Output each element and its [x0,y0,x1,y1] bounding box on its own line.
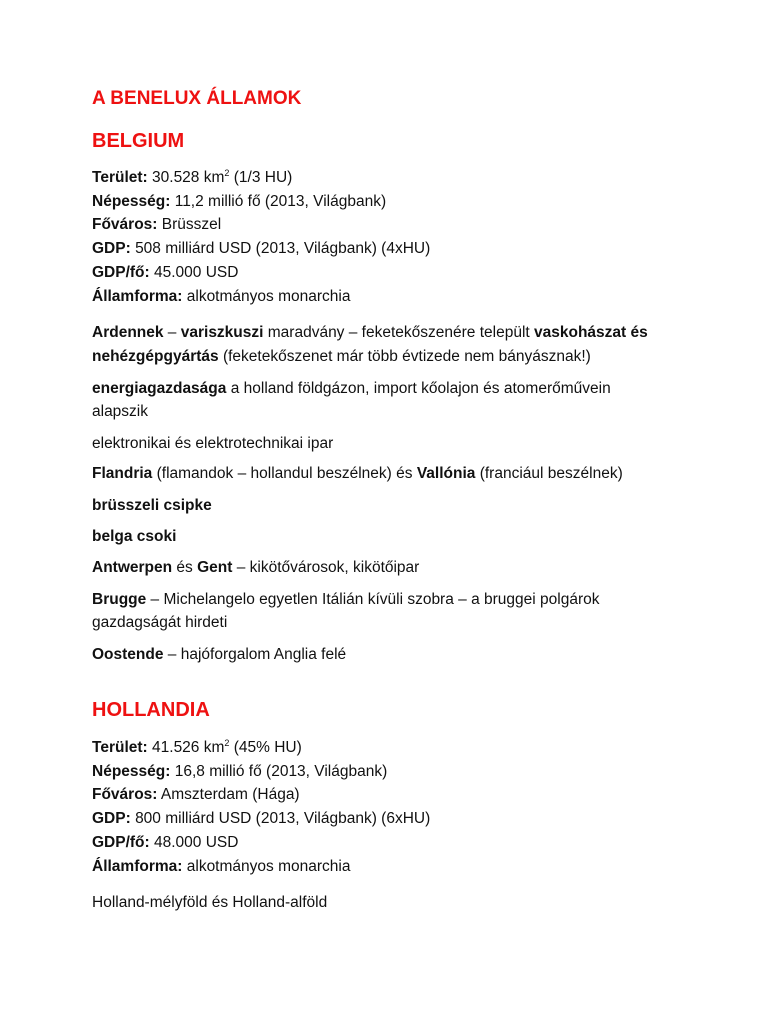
belgium-gdpfo [92,263,238,283]
value: alkotmányos monarchia [186,288,351,305]
text: (franciául beszélnek) [475,465,623,482]
label: Népesség: [92,193,171,210]
hollandia-nepesseg [92,762,387,782]
hollandia-allamforma [92,857,350,877]
value: 45.000 USD [154,264,239,281]
variszkuszi: variszkuszi [180,324,264,341]
text: (feketekőszenet már több évtizede nem bányásznak!) [218,348,591,365]
oostende-line [92,645,346,665]
label: Főváros: [92,786,158,803]
label: Államforma: [92,288,183,305]
vaskohaszat: vaskohászat és [534,324,648,341]
label: Terület: [92,169,148,186]
label: Államforma: [92,858,183,875]
value: 16,8 millió fő (2013, Világbank) [174,763,388,780]
label: Főváros: [92,216,158,233]
oostende: Oostende [92,646,164,663]
value: alkotmányos monarchia [186,858,351,875]
note: (45% HU) [233,739,302,756]
vallonia: Vallónia [416,465,476,482]
gent: Gent [197,559,233,576]
belgium-gdp [92,239,430,259]
hollandia-terulet [92,738,302,758]
energia-line-1 [92,379,611,399]
value: 11,2 millió fő (2013, Világbank) [174,193,387,210]
text: (flamandok – hollandul beszélnek) és [152,465,417,482]
label: GDP/fő: [92,834,150,851]
flandria: Flandria [92,465,153,482]
superscript: 2 [224,168,230,178]
belgium-terulet [92,168,292,188]
superscript: 2 [224,738,230,748]
hollandia-gdpfo [92,833,238,853]
text: a holland földgázon, import kőolajon és atomerőművein [226,380,611,397]
value: Brüsszel [161,216,222,233]
nehezgepgyartas: nehézgépgyártás [92,348,219,365]
ardennek: Ardennek [92,324,164,341]
energia-line-2: alapszik [92,403,148,420]
antwerpen: Antwerpen [92,559,173,576]
elektronika-line: elektronikai és elektrotechnikai ipar [92,435,334,452]
value: 508 milliárd USD (2013, Világbank) (4xHU) [135,240,431,257]
label: GDP: [92,240,131,257]
text: maradvány – feketekőszenére települt [263,324,534,341]
belgium-heading: BELGIUM [92,130,185,152]
ardennek-line-2 [92,347,591,367]
brugge: Brugge [92,591,147,608]
hollandia-heading: HOLLANDIA [92,699,210,721]
label: Terület: [92,739,148,756]
belgium-fovaros [92,215,221,235]
label: Népesség: [92,763,171,780]
label: GDP/fő: [92,264,150,281]
text: – kikötővárosok, kikötőipar [232,559,420,576]
csoki-line: belga csoki [92,528,177,545]
antwerpen-line [92,558,419,578]
melyfold-line: Holland-mélyföld és Holland-alföld [92,894,328,911]
value: Amszterdam (Hága) [160,786,300,803]
flandria-line [92,464,623,484]
text: és [172,559,198,576]
page-title: A BENELUX ÁLLAMOK [92,88,302,109]
belgium-nepesseg [92,192,386,212]
brugge-line-1 [92,590,599,610]
hollandia-fovaros [92,785,300,805]
text: – hajóforgalom Anglia felé [163,646,347,663]
belgium-allamforma [92,287,350,307]
note: (1/3 HU) [233,169,293,186]
value: 800 milliárd USD (2013, Világbank) (6xHU) [135,810,431,827]
label: GDP: [92,810,131,827]
hollandia-gdp [92,809,430,829]
energiagazdasaga: energiagazdasága [92,380,227,397]
value: 41.526 km [152,739,225,756]
value: 30.528 km [152,169,225,186]
ardennek-line-1 [92,323,648,343]
csipke-line: brüsszeli csipke [92,497,212,514]
text: – Michelangelo egyetlen Itálián kívüli szobra – a bruggei polgárok [146,591,600,608]
value: 48.000 USD [154,834,239,851]
brugge-line-2: gazdagságát hirdeti [92,614,228,631]
dash: – [163,324,181,341]
